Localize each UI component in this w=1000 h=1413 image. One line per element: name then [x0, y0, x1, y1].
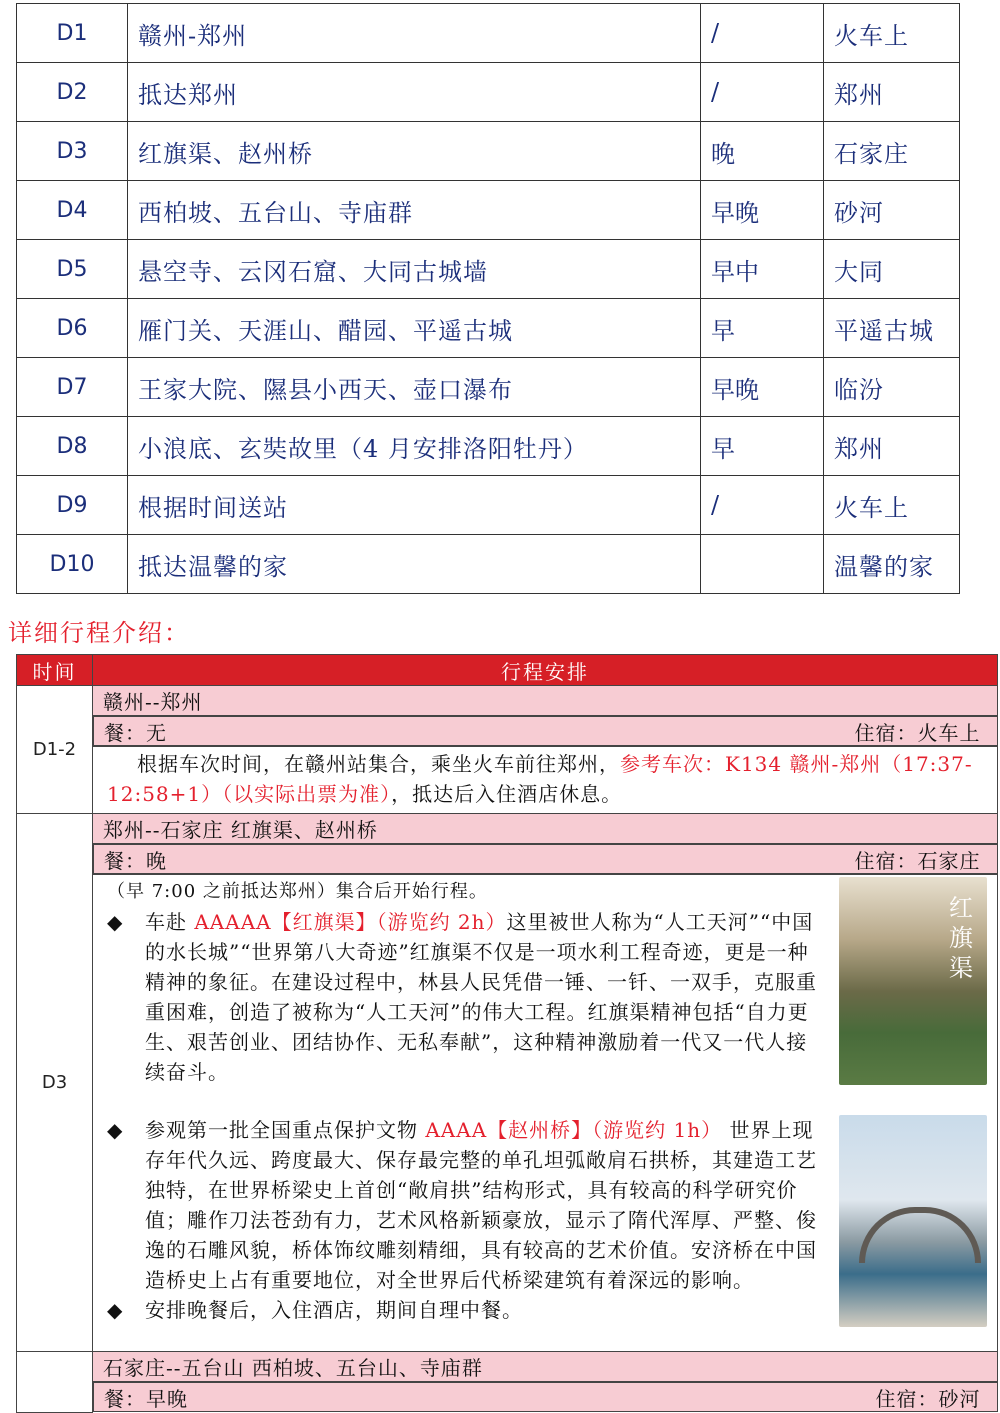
meal-cell: / — [701, 476, 824, 535]
bridge-arch — [859, 1207, 981, 1263]
summary-row — [17, 240, 960, 299]
meal-cell — [701, 535, 824, 594]
meal-stay-row — [93, 716, 998, 746]
day-label: D1-2 — [17, 686, 93, 814]
stay-cell: 郑州 — [824, 63, 960, 122]
summary-row — [17, 63, 960, 122]
day-cell: D8 — [17, 417, 128, 476]
route-cell: 红旗渠、赵州桥 — [128, 122, 701, 181]
meal-cell: 早中 — [701, 240, 824, 299]
day-cell: D10 — [17, 535, 128, 594]
day-label: D3 — [17, 814, 93, 1352]
route-cell: 雁门关、天涯山、醋园、平遥古城 — [128, 299, 701, 358]
photo-caption: 红旗渠 — [949, 894, 974, 982]
day-cell: D7 — [17, 358, 128, 417]
stay-text: 住宿：砂河 — [875, 1387, 981, 1411]
route-cell: 王家大院、隰县小西天、壶口瀑布 — [128, 358, 701, 417]
day-label — [17, 1352, 93, 1413]
meal-text: 餐：早晚 — [104, 1387, 188, 1411]
meal-cell: 早 — [701, 417, 824, 476]
day-cell: D2 — [17, 63, 128, 122]
stay-cell: 大同 — [824, 240, 960, 299]
stay-cell: 砂河 — [824, 181, 960, 240]
meal-stay-row — [93, 1382, 998, 1412]
header-plan: 行程安排 — [93, 655, 998, 686]
bullet-prefix: 车赴 — [145, 910, 195, 934]
day-cell: D1 — [17, 4, 128, 63]
summary-row — [17, 417, 960, 476]
day-cell: D6 — [17, 299, 128, 358]
bullet-item — [107, 1115, 827, 1295]
summary-row — [17, 4, 960, 63]
route-cell: 根据时间送站 — [128, 476, 701, 535]
itinerary-summary-table — [16, 3, 960, 594]
bullet-text: 世界上现存年代久远、跨度最大、保存最完整的单孔坦弧敞肩石拱桥，其建造工艺独特，在世界桥梁史上首创“敞肩拱”结构形式，具有较高的科学研究价值；雕作刀法苍劲有力，艺术风格新颖豪放，显示了隋代浑厚、严整、俊逸的石雕风貌，桥体饰纹雕刻精细，具有较高的艺术价值。安济桥在中国造桥史上占有重要地位，对全世界后代桥梁建筑有着深远的影响。 — [145, 1118, 817, 1292]
day-cell: D3 — [17, 122, 128, 181]
stay-cell: 临汾 — [824, 358, 960, 417]
section-title: 详细行程介绍： — [8, 619, 190, 647]
bullet-icon: ◆ — [107, 1298, 124, 1322]
route-title: 石家庄--五台山 西柏坡、五台山、寺庙群 — [93, 1352, 998, 1382]
route-title: 赣州--郑州 — [93, 686, 998, 716]
meal-text: 餐：无 — [104, 721, 167, 745]
header-time: 时间 — [17, 655, 93, 686]
bullet-item — [107, 907, 827, 1087]
summary-row — [17, 299, 960, 358]
day-cell: D5 — [17, 240, 128, 299]
summary-row — [17, 181, 960, 240]
description-text-end: ，抵达后入住酒店休息。 — [391, 782, 623, 806]
summary-row — [17, 122, 960, 181]
bullet-text: 这里被世人称为“人工天河”“中国的水长城”“世界第八大奇迹”红旗渠不仅是一项水利工程奇迹，更是一种精神的象征。在建设过程中，林县人民凭借一锤、一钎、一双手，克服重重困难，创造了被称为“人工天河”的伟大工程。红旗渠精神包括“自力更生、艰苦创业、团结协作、无私奉献”，这种精神激励着一代又一代人接续奋斗。 — [145, 910, 817, 1084]
stay-cell: 火车上 — [824, 4, 960, 63]
meal-cell: 晚 — [701, 122, 824, 181]
bullet-item — [107, 1295, 827, 1325]
attraction-name: AAAA【赵州桥】（游览约 1h） — [425, 1118, 723, 1142]
meal-cell: / — [701, 4, 824, 63]
description-text: 根据车次时间，在赣州站集合，乘坐火车前往郑州， — [137, 752, 620, 776]
stay-cell: 火车上 — [824, 476, 960, 535]
meal-cell: 早 — [701, 299, 824, 358]
stay-cell: 温馨的家 — [824, 535, 960, 594]
zhaozhou-bridge-photo — [839, 1115, 987, 1327]
route-cell: 抵达郑州 — [128, 63, 701, 122]
meal-cell: 早晚 — [701, 181, 824, 240]
stay-cell: 郑州 — [824, 417, 960, 476]
stay-cell: 石家庄 — [824, 122, 960, 181]
summary-row — [17, 535, 960, 594]
train-reference: 参考车次：K134 赣州-郑州（17:37-12:58+1）（以实际出票为准） — [107, 752, 973, 806]
bullet-prefix: 参观第一批全国重点保护文物 — [145, 1118, 426, 1142]
stay-text: 住宿：火车上 — [854, 721, 981, 745]
detailed-itinerary-table — [16, 654, 998, 1413]
route-cell: 抵达温馨的家 — [128, 535, 701, 594]
summary-row — [17, 358, 960, 417]
day-cell: D4 — [17, 181, 128, 240]
meal-cell: / — [701, 63, 824, 122]
attraction-name: AAAAA【红旗渠】（游览约 2h） — [194, 910, 507, 934]
meal-cell: 早晚 — [701, 358, 824, 417]
bullet-icon: ◆ — [107, 1118, 124, 1142]
day-cell: D9 — [17, 476, 128, 535]
intro-text: （早 7:00 之前抵达郑州）集合后开始行程。 — [107, 881, 488, 902]
route-cell: 赣州-郑州 — [128, 4, 701, 63]
day-description — [93, 747, 998, 814]
meal-text: 餐：晚 — [104, 849, 167, 873]
route-title: 郑州--石家庄 红旗渠、赵州桥 — [93, 814, 998, 844]
route-cell: 西柏坡、五台山、寺庙群 — [128, 181, 701, 240]
bullet-text: 安排晚餐后，入住酒店，期间自理中餐。 — [145, 1298, 523, 1322]
meal-stay-row — [93, 844, 998, 874]
stay-text: 住宿：石家庄 — [854, 849, 981, 873]
route-cell: 悬空寺、云冈石窟、大同古城墙 — [128, 240, 701, 299]
hongqiqu-photo — [839, 877, 987, 1085]
bullet-icon: ◆ — [107, 910, 124, 934]
day-description — [93, 875, 998, 1352]
route-cell: 小浪底、玄奘故里（4 月安排洛阳牡丹） — [128, 417, 701, 476]
summary-row — [17, 476, 960, 535]
stay-cell: 平遥古城 — [824, 299, 960, 358]
